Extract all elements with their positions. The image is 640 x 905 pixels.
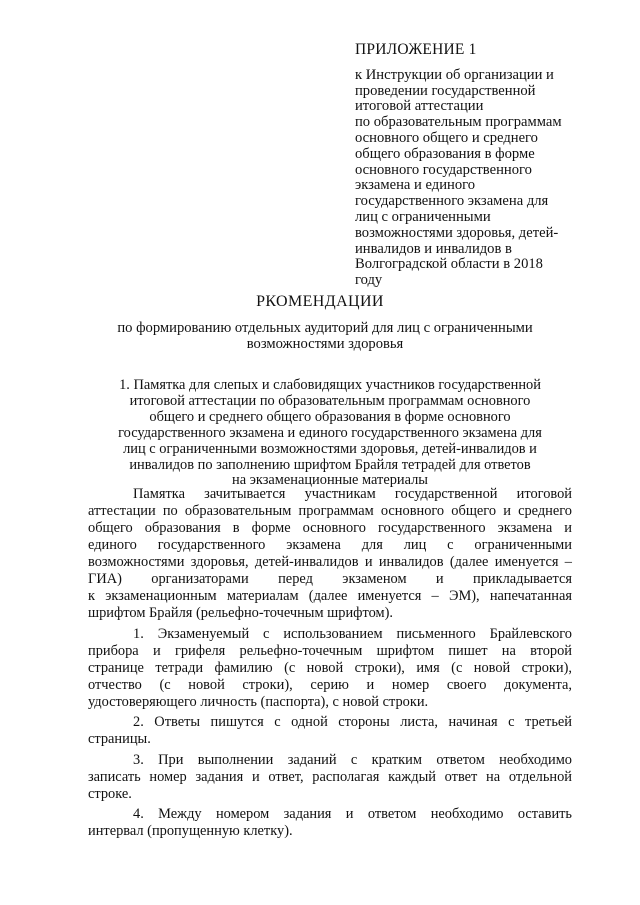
appendix-title: ПРИЛОЖЕНИЕ 1: [355, 41, 477, 58]
heading-line: итоговой аттестации по образовательным программам основного: [129, 392, 531, 409]
subtitle-line: возможностями здоровья: [246, 336, 404, 352]
appendix-line: возможностями здоровья, детей-: [355, 224, 559, 241]
appendix-line: по образовательным программам: [355, 114, 562, 131]
heading-line: инвалидов по заполнению шрифтом Брайля тетрадей для ответов: [129, 456, 531, 473]
text-line: аттестации по образовательным программам основного общего и среднего: [88, 503, 572, 519]
heading-line: государственного экзамена и единого государственного экзамена для: [118, 424, 542, 441]
text-line: записать номер задания и ответ, располагая каждый ответ на отдельной: [88, 768, 572, 785]
appendix-line: инвалидов и инвалидов в: [355, 240, 512, 257]
text-line: 2. Ответы пишутся с одной стороны листа, начиная с третьей: [133, 714, 572, 730]
paragraph-intro: [88, 486, 572, 622]
appendix-line: Волгоградской области в 2018: [355, 256, 543, 273]
appendix-line: основного общего и среднего: [355, 129, 538, 146]
appendix-line: к Инструкции об организации и: [355, 66, 554, 83]
document-title: РКОМЕНДАЦИИ: [256, 293, 384, 310]
subtitle-line: по формированию отдельных аудиторий для лиц с ограниченными: [117, 320, 533, 336]
appendix-line: итоговой аттестации: [355, 98, 484, 115]
heading-line: лиц с ограниченными возможностями здоровья, детей-инвалидов и: [123, 440, 537, 457]
text-line: прибора и грифеля рельефно-точечным шрифтом пишет на второй: [88, 642, 572, 659]
text-line: к экзаменационным материалам (далее именуется – ЭМ), напечатанная: [88, 588, 572, 604]
appendix-line: проведении государственной: [355, 82, 536, 99]
document-subtitle: [80, 320, 570, 352]
paragraph-item-4: [88, 806, 572, 840]
text-line: 3. При выполнении заданий с кратким ответом необходимо: [133, 751, 572, 768]
text-line: возможностями здоровья, детей-инвалидов и инвалидов (далее именуется –: [88, 554, 572, 570]
text-line: Памятка зачитывается участникам государственной итоговой: [133, 486, 572, 502]
text-line: 1. Экзаменуемый с использованием письменного Брайлевского: [133, 625, 572, 642]
appendix-line: году: [355, 272, 383, 289]
body-text: [88, 486, 572, 840]
text-line: строке.: [88, 785, 132, 802]
section-heading: [90, 378, 570, 489]
text-line: ГИА) организаторами перед экзаменом и прикладывается: [88, 571, 572, 587]
text-line: странице тетради фамилию (с новой строки), имя (с новой строки),: [88, 659, 572, 676]
text-line: страницы.: [88, 731, 151, 747]
appendix-block: [355, 42, 585, 289]
paragraph-item-1: [88, 626, 572, 711]
text-line: единого государственного экзамена для лиц с ограниченными: [88, 537, 572, 553]
paragraph-item-2: [88, 714, 572, 748]
text-line: удостоверяющего личность (паспорта), с новой строки.: [88, 693, 429, 710]
appendix-line: общего образования в форме: [355, 145, 535, 162]
text-line: общего образования в форме основного государственного экзамена и: [88, 520, 572, 536]
heading-line: 1. Памятка для слепых и слабовидящих участников государственной: [119, 377, 541, 393]
heading-line: на экзаменационные материалы: [232, 472, 428, 489]
appendix-line: лиц с ограниченными: [355, 208, 491, 225]
appendix-line: основного государственного: [355, 161, 532, 178]
appendix-line: экзамена и единого: [355, 177, 476, 194]
text-line: отчество (с новой строки), серию и номер своего документа,: [88, 676, 572, 693]
text-line: 4. Между номером задания и ответом необходимо оставить: [133, 806, 572, 822]
text-line: интервал (пропущенную клетку).: [88, 823, 293, 839]
heading-line: общего и среднего общего образования в форме основного: [149, 408, 511, 425]
text-line: шрифтом Брайля (рельефно-точечным шрифтом).: [88, 605, 393, 621]
paragraph-item-3: [88, 752, 572, 803]
appendix-line: государственного экзамена для: [355, 193, 549, 210]
